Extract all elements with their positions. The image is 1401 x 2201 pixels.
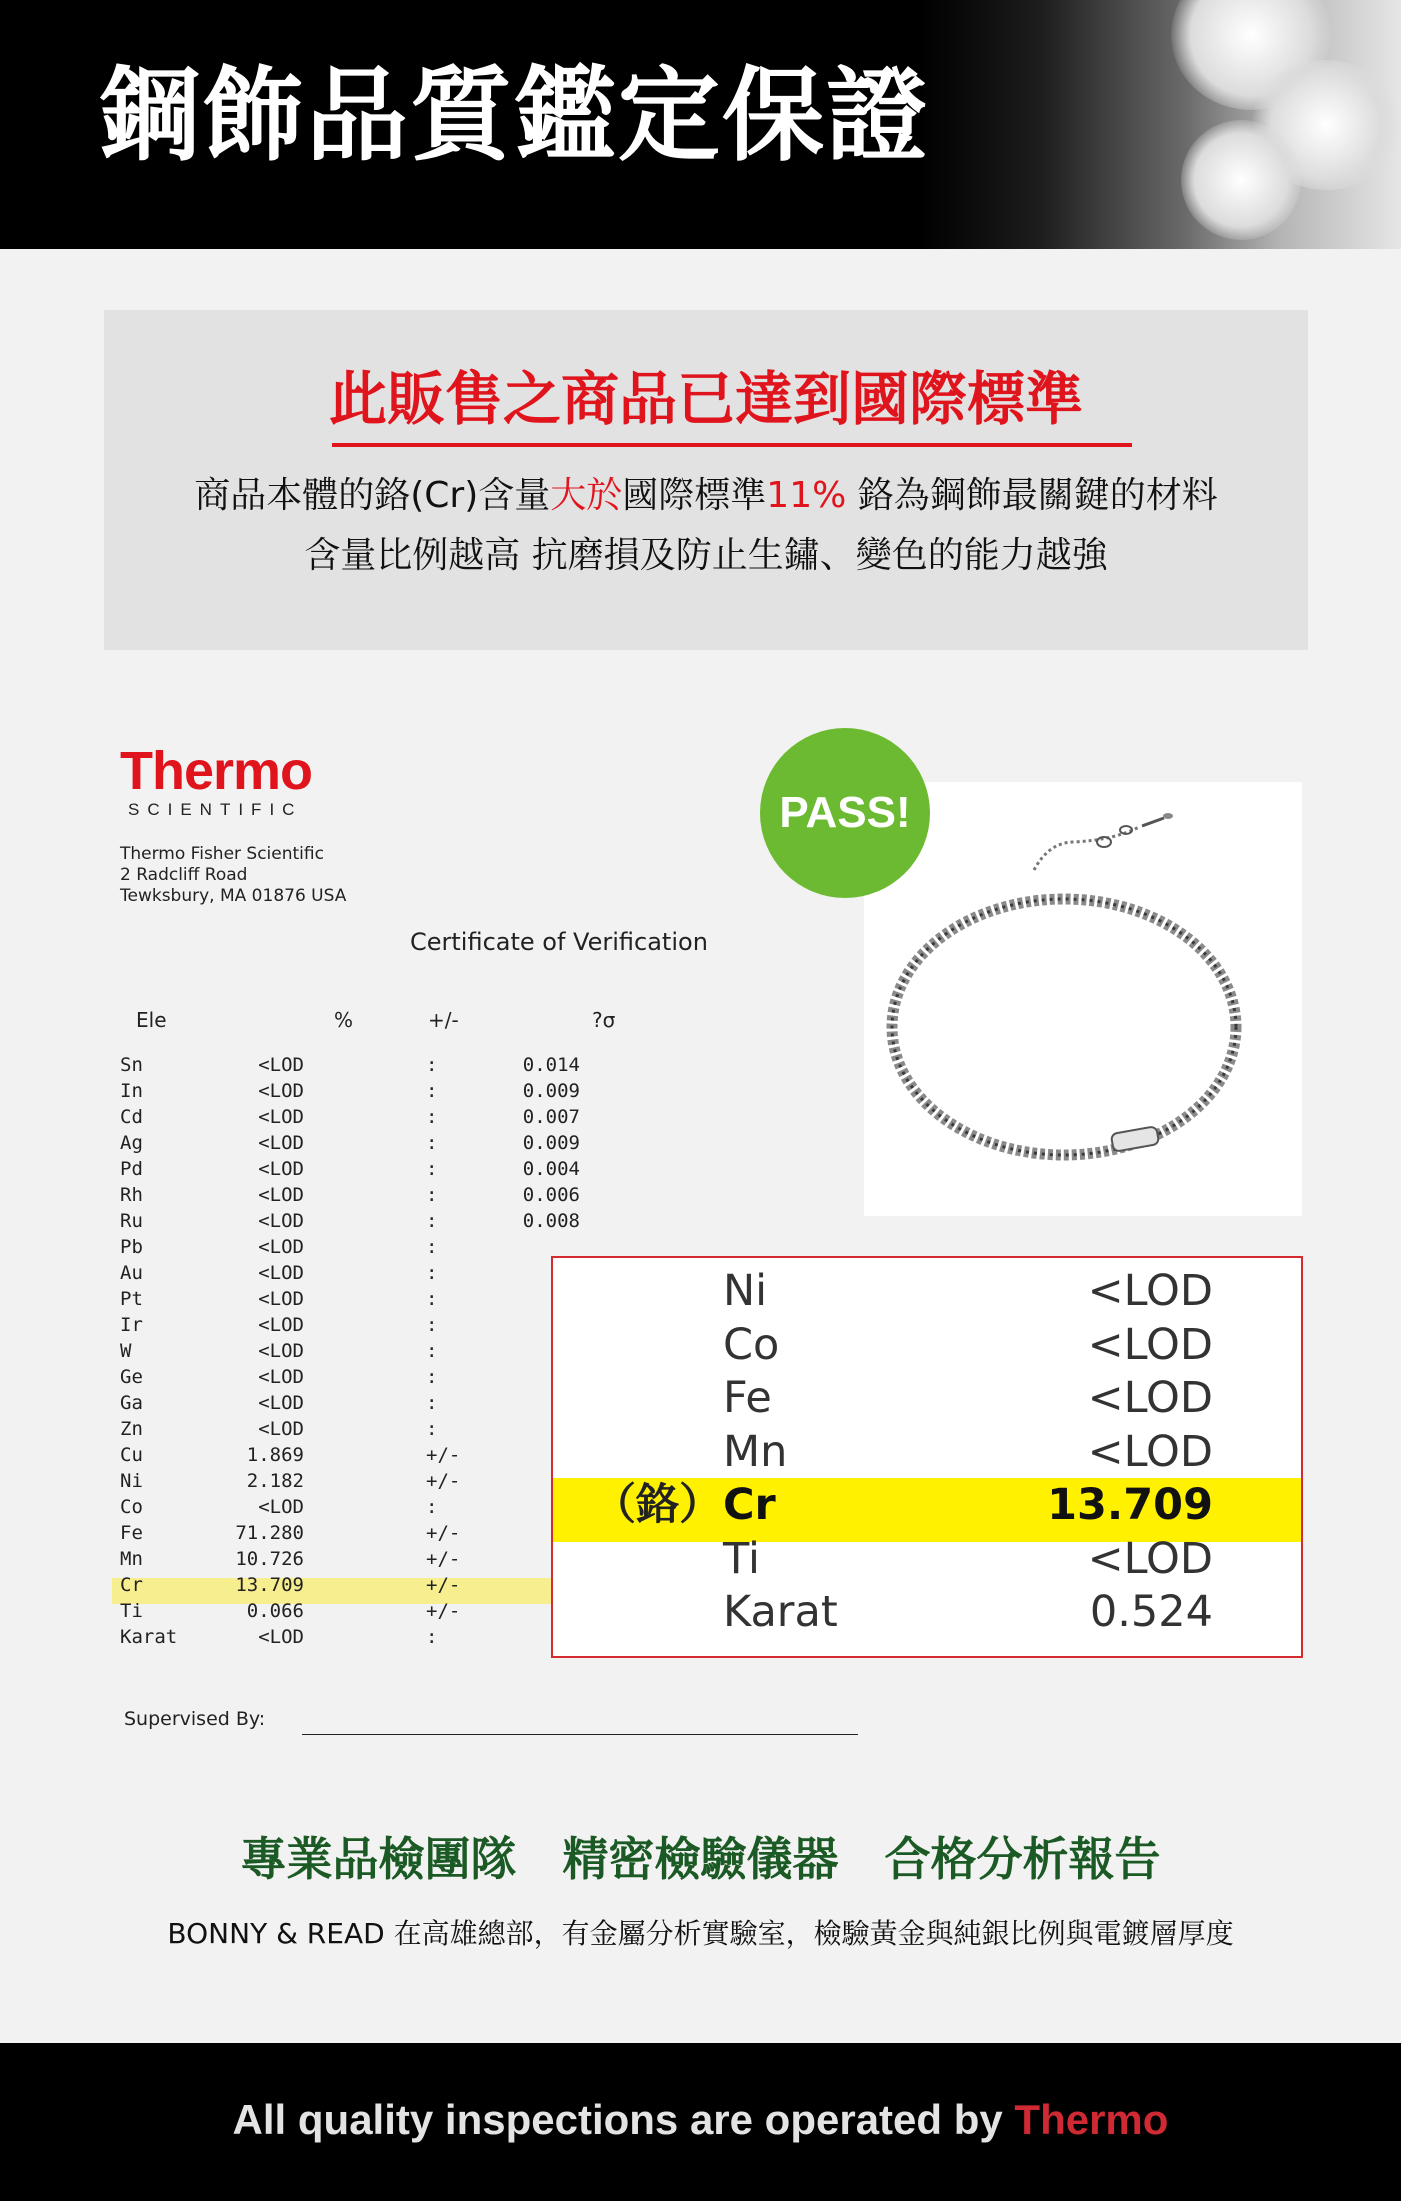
element-cell: Cr bbox=[723, 1480, 776, 1530]
element-cell: Co bbox=[723, 1319, 780, 1370]
notice-text: 國際標準 bbox=[622, 475, 767, 516]
element-cell: Fe bbox=[723, 1373, 772, 1423]
sigma-cell: 0.006 bbox=[522, 1184, 580, 1206]
plusminus-cell: : bbox=[426, 1184, 438, 1206]
percent-cell: <LOD bbox=[258, 1106, 304, 1128]
table-row-zn bbox=[120, 1418, 580, 1444]
value-cell: <LOD bbox=[1087, 1426, 1213, 1477]
plusminus-cell: : bbox=[426, 1496, 438, 1518]
percent-cell: 71.280 bbox=[235, 1522, 304, 1544]
sigma-cell: 0.009 bbox=[522, 1080, 580, 1102]
address-line: Thermo Fisher Scientific bbox=[120, 844, 324, 864]
table-row-co bbox=[120, 1496, 580, 1522]
notice-emphasis: 大於 bbox=[550, 475, 623, 516]
percent-cell: 13.709 bbox=[235, 1574, 304, 1596]
value-cell: <LOD bbox=[1087, 1319, 1213, 1370]
notice-line-1 bbox=[104, 475, 1308, 516]
zoomed-result-panel bbox=[551, 1256, 1303, 1658]
element-cell: Karat bbox=[120, 1626, 178, 1648]
element-cell: Ge bbox=[120, 1366, 143, 1388]
plusminus-cell: : bbox=[426, 1288, 438, 1310]
value-cell: <LOD bbox=[1087, 1533, 1213, 1584]
table-row-mn bbox=[120, 1548, 580, 1574]
element-cell: Karat bbox=[723, 1587, 838, 1637]
element-cell: Ni bbox=[723, 1266, 768, 1316]
table-row-pd bbox=[120, 1158, 580, 1184]
zoom-row-cr bbox=[553, 1478, 1301, 1533]
element-cell: Ru bbox=[120, 1210, 143, 1232]
element-cell: Cr bbox=[120, 1574, 143, 1596]
plusminus-cell: +/- bbox=[426, 1444, 461, 1466]
percent-cell: <LOD bbox=[258, 1184, 304, 1206]
column-header-percent: % bbox=[334, 1008, 354, 1032]
notice-title: 此販售之商品已達到國際標準 bbox=[328, 365, 1083, 433]
element-cell: Fe bbox=[120, 1522, 143, 1544]
percent-cell: <LOD bbox=[258, 1132, 304, 1154]
column-header-ele: Ele bbox=[136, 1008, 167, 1032]
necklace-illustration bbox=[864, 782, 1302, 1216]
element-cell: W bbox=[120, 1340, 132, 1362]
table-row-ni bbox=[120, 1470, 580, 1496]
percent-cell: <LOD bbox=[258, 1392, 304, 1414]
element-cell: Sn bbox=[120, 1054, 143, 1076]
zoom-row-karat bbox=[553, 1585, 1301, 1640]
table-row-ti bbox=[120, 1600, 580, 1626]
percent-cell: 2.182 bbox=[246, 1470, 304, 1492]
footer-brand: Thermo bbox=[1014, 2096, 1169, 2143]
table-row-ag bbox=[120, 1132, 580, 1158]
table-row-cr bbox=[120, 1574, 580, 1600]
element-cell: Pb bbox=[120, 1236, 143, 1258]
table-row-rh bbox=[120, 1184, 580, 1210]
percent-cell: 10.726 bbox=[235, 1548, 304, 1570]
table-row-pb bbox=[120, 1236, 580, 1262]
percent-cell: 0.066 bbox=[246, 1600, 304, 1622]
zoom-row-ti bbox=[553, 1532, 1301, 1587]
element-cell: Cd bbox=[120, 1106, 143, 1128]
plusminus-cell: : bbox=[426, 1262, 438, 1284]
plusminus-cell: : bbox=[426, 1626, 438, 1648]
plusminus-cell: +/- bbox=[426, 1548, 461, 1570]
percent-cell: <LOD bbox=[258, 1340, 304, 1362]
element-cell: Au bbox=[120, 1262, 143, 1284]
table-row-cu bbox=[120, 1444, 580, 1470]
pass-badge: PASS! bbox=[760, 728, 930, 898]
zoom-row-fe bbox=[553, 1371, 1301, 1426]
sigma-cell: 0.008 bbox=[522, 1210, 580, 1232]
element-cell: Ga bbox=[120, 1392, 143, 1414]
supervised-label: Supervised By: bbox=[124, 1708, 266, 1730]
notice-percent: 11% bbox=[766, 475, 847, 516]
percent-cell: <LOD bbox=[258, 1158, 304, 1180]
address-line: Tewksbury, MA 01876 USA bbox=[120, 886, 347, 906]
percent-cell: <LOD bbox=[258, 1418, 304, 1440]
plusminus-cell: : bbox=[426, 1314, 438, 1336]
notice-underline bbox=[332, 443, 1132, 447]
table-row-ga bbox=[120, 1392, 580, 1418]
element-cell: Ir bbox=[120, 1314, 143, 1336]
plusminus-cell: : bbox=[426, 1236, 438, 1258]
element-cell: Pt bbox=[120, 1288, 143, 1310]
table-row-in bbox=[120, 1080, 580, 1106]
element-cell: Zn bbox=[120, 1418, 143, 1440]
standard-notice bbox=[104, 310, 1308, 650]
column-header-plusminus: +/- bbox=[428, 1008, 459, 1032]
plusminus-cell: : bbox=[426, 1418, 438, 1440]
percent-cell: <LOD bbox=[258, 1054, 304, 1076]
address-line: 2 Radcliff Road bbox=[120, 865, 248, 885]
product-image bbox=[864, 782, 1302, 1216]
element-cell: In bbox=[120, 1080, 143, 1102]
plusminus-cell: : bbox=[426, 1080, 438, 1102]
sigma-cell: 0.009 bbox=[522, 1132, 580, 1154]
notice-text: 商品本體的鉻(Cr)含量 bbox=[194, 475, 551, 516]
table-row-ir bbox=[120, 1314, 580, 1340]
element-cell: Cu bbox=[120, 1444, 143, 1466]
table-row-pt bbox=[120, 1288, 580, 1314]
table-row-cd bbox=[120, 1106, 580, 1132]
value-cell: <LOD bbox=[1087, 1266, 1213, 1316]
zoom-row-mn bbox=[553, 1425, 1301, 1480]
sigma-cell: 0.007 bbox=[522, 1106, 580, 1128]
table-row-sn bbox=[120, 1054, 580, 1080]
notice-line-2: 含量比例越高 抗磨損及防止生鏽、變色的能力越強 bbox=[304, 535, 1108, 576]
plusminus-cell: +/- bbox=[426, 1522, 461, 1544]
element-cell: Mn bbox=[723, 1426, 788, 1477]
sigma-cell: 0.014 bbox=[522, 1054, 580, 1076]
column-header-sigma: ?σ bbox=[592, 1008, 616, 1032]
element-cell: Rh bbox=[120, 1184, 143, 1206]
percent-cell: 1.869 bbox=[246, 1444, 304, 1466]
element-cell: Mn bbox=[120, 1548, 143, 1570]
thermo-logo: Thermo bbox=[120, 741, 313, 801]
plusminus-cell: : bbox=[426, 1158, 438, 1180]
plusminus-cell: : bbox=[426, 1340, 438, 1362]
certificate-title: Certificate of Verification bbox=[410, 928, 708, 956]
element-cell: Ag bbox=[120, 1132, 143, 1154]
percent-cell: <LOD bbox=[258, 1262, 304, 1284]
zoom-row-ni bbox=[553, 1264, 1301, 1319]
sigma-cell: 0.004 bbox=[522, 1158, 580, 1180]
notice-text: 鉻為鋼飾最關鍵的材料 bbox=[846, 475, 1218, 516]
percent-cell: <LOD bbox=[258, 1210, 304, 1232]
footer-statement: All quality inspections are operated by bbox=[232, 2096, 1015, 2143]
percent-cell: <LOD bbox=[258, 1080, 304, 1102]
page-title: 鋼飾品質鑑定保證 bbox=[98, 57, 930, 176]
percent-cell: <LOD bbox=[258, 1626, 304, 1648]
thermo-logo-sub: SCIENTIFIC bbox=[128, 800, 303, 819]
plusminus-cell: : bbox=[426, 1106, 438, 1128]
signature-line bbox=[302, 1734, 858, 1735]
percent-cell: <LOD bbox=[258, 1496, 304, 1518]
table-row-au bbox=[120, 1262, 580, 1288]
element-cell: Ti bbox=[723, 1533, 760, 1584]
percent-cell: <LOD bbox=[258, 1314, 304, 1336]
percent-cell: <LOD bbox=[258, 1366, 304, 1388]
value-cell: 13.709 bbox=[1047, 1480, 1213, 1530]
element-cell: Co bbox=[120, 1496, 143, 1518]
percent-cell: <LOD bbox=[258, 1236, 304, 1258]
footer-text bbox=[0, 2096, 1401, 2143]
plusminus-cell: +/- bbox=[426, 1600, 461, 1622]
value-cell: <LOD bbox=[1087, 1373, 1213, 1423]
plusminus-cell: +/- bbox=[426, 1574, 461, 1596]
header-banner bbox=[0, 0, 1401, 249]
chinese-label: （鉻） bbox=[593, 1480, 722, 1530]
percent-cell: <LOD bbox=[258, 1288, 304, 1310]
table-row-w bbox=[120, 1340, 580, 1366]
table-row-ru bbox=[120, 1210, 580, 1236]
footer-banner bbox=[0, 2043, 1401, 2201]
team-slogan: 專業品檢團隊 精密檢驗儀器 合格分析報告 bbox=[240, 1832, 1161, 1886]
element-cell: Ni bbox=[120, 1470, 143, 1492]
plusminus-cell: : bbox=[426, 1132, 438, 1154]
plusminus-cell: : bbox=[426, 1210, 438, 1232]
table-row-fe bbox=[120, 1522, 580, 1548]
zoom-row-co bbox=[553, 1318, 1301, 1373]
lab-description: BONNY & READ 在高雄總部，有金屬分析實驗室，檢驗黃金與純銀比例與電鍍層厚度 bbox=[167, 1917, 1234, 1950]
plusminus-cell: +/- bbox=[426, 1470, 461, 1492]
element-cell: Ti bbox=[120, 1600, 143, 1622]
plusminus-cell: : bbox=[426, 1054, 438, 1076]
table-row-ge bbox=[120, 1366, 580, 1392]
header-photo bbox=[921, 0, 1401, 249]
plusminus-cell: : bbox=[426, 1366, 438, 1388]
table-row-karat bbox=[120, 1626, 580, 1652]
value-cell: 0.524 bbox=[1089, 1587, 1213, 1637]
element-cell: Pd bbox=[120, 1158, 143, 1180]
plusminus-cell: : bbox=[426, 1392, 438, 1414]
